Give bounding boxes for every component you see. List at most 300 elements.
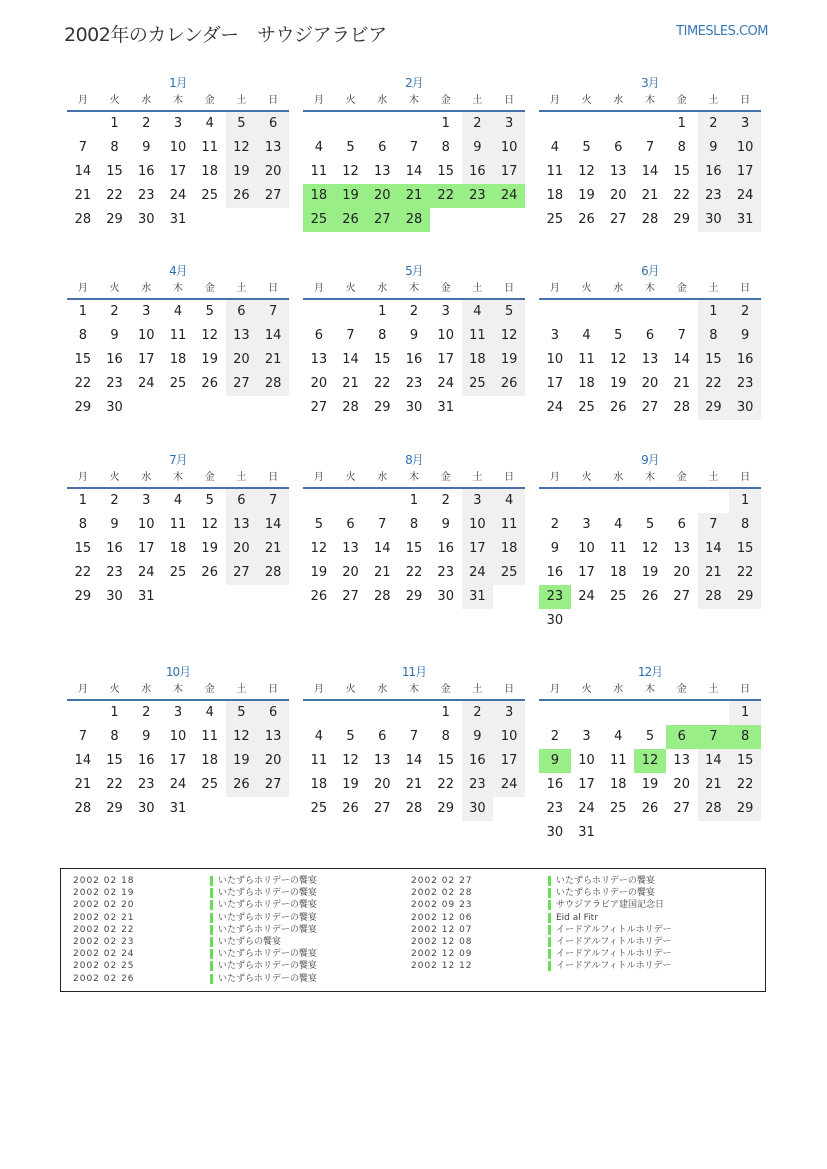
weekday-label: 金: [676, 283, 687, 294]
holiday-date: 2002 02 19: [73, 888, 135, 899]
day-cell: 16: [698, 160, 730, 184]
day-cell: 9: [462, 725, 494, 749]
day-cell: 29: [437, 801, 454, 816]
legend-row: [411, 948, 671, 960]
day-cell: 17: [578, 777, 595, 792]
page-title: 2002年のカレンダー サウジアラビア: [64, 24, 387, 46]
day-cell: 16: [546, 565, 564, 580]
day-cell: 7: [257, 300, 289, 324]
day-cell: 18: [493, 537, 525, 561]
weekday-label: 月: [549, 684, 560, 695]
day-cell: 17: [493, 160, 525, 184]
day-cell: 25: [169, 376, 187, 391]
day-cell: 29: [106, 212, 123, 227]
weekday-label: 日: [740, 283, 751, 294]
holiday-marker: [548, 900, 551, 910]
day-cell: 17: [462, 537, 494, 561]
day-cell: 22: [106, 188, 123, 203]
day-cell: 15: [74, 541, 92, 556]
weekday-label: 火: [581, 472, 592, 483]
weekday-label: 金: [440, 95, 451, 106]
day-cell: 1: [677, 116, 686, 131]
empty-day: [335, 300, 367, 324]
empty-day: [366, 489, 398, 513]
day-cell: 3: [441, 304, 450, 319]
weekday-label: 木: [408, 95, 419, 106]
day-cell: 15: [437, 164, 454, 179]
holiday-name: イードアルフィトルホリデー: [556, 936, 672, 947]
day-cell: 23: [729, 372, 761, 396]
empty-day: [602, 300, 634, 324]
day-cell: 3: [729, 112, 761, 136]
day-cell: 18: [169, 352, 187, 367]
day-cell: 10: [578, 541, 595, 556]
weekday-label: 金: [440, 684, 451, 695]
day-cell: 12: [310, 541, 328, 556]
holiday-date: 2002 12 08: [411, 936, 473, 947]
day-cell: 31: [169, 212, 187, 227]
day-cell: 4: [550, 140, 559, 155]
day-cell: 14: [74, 753, 92, 768]
weekday-label: 水: [141, 95, 152, 106]
day-cell: 26: [226, 184, 258, 208]
empty-day: [335, 701, 367, 725]
weekday-label: 木: [172, 95, 183, 106]
brand-link[interactable]: TIMESLES.COM: [676, 24, 768, 39]
empty-day: [335, 489, 367, 513]
day-cell: 3: [142, 304, 151, 319]
day-cell: 2: [142, 116, 151, 131]
day-cell: 9: [409, 328, 419, 343]
day-cell: 2: [142, 705, 151, 720]
month-name: 2月: [405, 76, 423, 90]
day-grid: [67, 112, 289, 232]
day-cell: 18: [201, 164, 218, 179]
weekday-label: 月: [313, 95, 324, 106]
legend-row: [411, 912, 671, 924]
weekday-label: 日: [504, 472, 515, 483]
day-cell: 6: [257, 112, 289, 136]
weekday-label: 水: [141, 283, 152, 294]
empty-day: [666, 489, 698, 513]
day-cell: 30: [462, 797, 494, 821]
day-grid: [303, 112, 525, 232]
holiday-day-cell: 26: [335, 208, 367, 232]
day-cell: 9: [110, 517, 119, 532]
holiday-day-cell: 23: [462, 184, 494, 208]
empty-day: [366, 701, 398, 725]
day-cell: 13: [673, 753, 690, 768]
day-cell: 16: [106, 541, 123, 556]
month-name: 8月: [405, 453, 423, 467]
day-cell: 5: [493, 300, 525, 324]
holiday-date: 2002 02 28: [411, 888, 473, 899]
day-cell: 13: [257, 725, 289, 749]
holiday-name: いたずらホリデーの饗宴: [218, 876, 317, 886]
day-cell: 30: [106, 589, 123, 604]
day-cell: 17: [578, 565, 595, 580]
holiday-marker: [548, 949, 551, 959]
day-cell: 12: [201, 328, 218, 343]
day-cell: 14: [74, 164, 92, 179]
day-cell: 25: [610, 801, 627, 816]
day-cell: 16: [546, 777, 564, 792]
day-cell: 27: [257, 773, 289, 797]
weekday-label: 土: [472, 472, 483, 483]
weekday-label: 土: [472, 684, 483, 695]
holiday-marker: [548, 961, 551, 971]
day-cell: 4: [614, 517, 623, 532]
empty-day: [67, 112, 99, 136]
day-cell: 10: [546, 352, 564, 367]
day-cell: 24: [437, 376, 454, 391]
day-cell: 23: [405, 376, 423, 391]
day-cell: 22: [729, 773, 761, 797]
day-cell: 26: [310, 589, 328, 604]
month-block: [539, 663, 761, 845]
legend-row: [411, 936, 671, 948]
day-cell: 24: [729, 184, 761, 208]
day-cell: 25: [201, 777, 218, 792]
holiday-date: 2002 02 24: [73, 949, 135, 960]
day-cell: 5: [205, 493, 214, 508]
day-cell: 16: [462, 749, 494, 773]
holiday-name: いたずらホリデーの饗宴: [218, 912, 317, 923]
weekday-header: [539, 681, 761, 701]
month-name: 1月: [169, 76, 187, 90]
day-cell: 14: [673, 352, 690, 367]
day-cell: 13: [257, 136, 289, 160]
weekday-label: 木: [172, 472, 183, 483]
day-cell: 12: [342, 164, 359, 179]
day-cell: 25: [610, 589, 627, 604]
day-cell: 10: [437, 328, 454, 343]
day-cell: 23: [437, 565, 454, 580]
weekday-label: 日: [504, 95, 515, 106]
day-cell: 2: [462, 112, 494, 136]
day-cell: 3: [493, 112, 525, 136]
month-name: 7月: [169, 453, 187, 467]
day-cell: 13: [673, 541, 690, 556]
day-cell: 8: [729, 513, 761, 537]
empty-day: [698, 701, 730, 725]
weekday-label: 火: [109, 95, 120, 106]
day-cell: 7: [677, 328, 686, 343]
day-cell: 28: [641, 212, 659, 227]
day-cell: 26: [342, 801, 359, 816]
day-cell: 17: [437, 352, 454, 367]
day-cell: 17: [138, 541, 155, 556]
legend-row: [411, 960, 671, 972]
day-cell: 21: [74, 777, 92, 792]
day-cell: 26: [201, 565, 218, 580]
month-block: [539, 451, 761, 633]
weekday-label: 金: [440, 283, 451, 294]
day-cell: 29: [729, 585, 761, 609]
day-cell: 6: [314, 328, 323, 343]
day-cell: 8: [441, 729, 450, 744]
day-cell: 20: [374, 777, 391, 792]
day-grid: [303, 300, 525, 420]
day-cell: 25: [546, 212, 564, 227]
day-cell: 28: [257, 372, 289, 396]
day-cell: 8: [110, 729, 119, 744]
day-cell: 21: [405, 777, 423, 792]
day-cell: 11: [610, 541, 627, 556]
day-cell: 15: [698, 348, 730, 372]
holiday-name: いたずらホリデーの饗宴: [218, 900, 317, 911]
day-cell: 20: [226, 348, 258, 372]
day-cell: 2: [462, 701, 494, 725]
day-cell: 15: [437, 753, 454, 768]
weekday-header: [67, 280, 289, 300]
day-cell: 4: [314, 729, 323, 744]
holiday-name: いたずらホリデーの饗宴: [556, 876, 655, 886]
holiday-day-cell: 6: [666, 725, 698, 749]
day-cell: 25: [169, 565, 187, 580]
day-cell: 19: [641, 565, 659, 580]
month-block: [303, 663, 525, 821]
day-cell: 2: [550, 517, 559, 532]
day-cell: 4: [173, 304, 183, 319]
weekday-label: 水: [613, 283, 624, 294]
day-cell: 23: [106, 565, 123, 580]
legend-row: [73, 948, 317, 960]
holiday-name: いたずらホリデーの饗宴: [556, 888, 655, 899]
day-cell: 29: [405, 589, 423, 604]
legend-row: [73, 960, 317, 972]
holiday-marker: [210, 974, 213, 984]
day-cell: 21: [698, 561, 730, 585]
day-cell: 11: [169, 328, 187, 343]
day-cell: 6: [614, 140, 623, 155]
weekday-label: 日: [268, 472, 279, 483]
month-block: [67, 663, 289, 821]
day-cell: 12: [226, 136, 258, 160]
day-cell: 20: [226, 537, 258, 561]
day-cell: 14: [374, 541, 391, 556]
day-cell: 5: [226, 701, 258, 725]
day-cell: 19: [641, 777, 659, 792]
holiday-legend: [60, 868, 766, 992]
day-cell: 22: [106, 777, 123, 792]
day-cell: 2: [550, 729, 559, 744]
holiday-day-cell: 18: [303, 184, 335, 208]
holiday-date: 2002 02 25: [73, 961, 135, 972]
day-cell: 20: [641, 376, 659, 391]
holiday-date: 2002 12 12: [411, 961, 473, 972]
weekday-label: 木: [644, 95, 655, 106]
day-cell: 14: [698, 537, 730, 561]
day-cell: 26: [578, 212, 595, 227]
empty-day: [571, 489, 603, 513]
day-cell: 30: [138, 212, 155, 227]
empty-day: [539, 300, 571, 324]
day-cell: 27: [374, 801, 391, 816]
weekday-label: 火: [581, 684, 592, 695]
day-cell: 1: [441, 705, 450, 720]
empty-day: [602, 489, 634, 513]
weekday-label: 日: [268, 684, 279, 695]
weekday-label: 水: [377, 472, 388, 483]
day-grid: [67, 489, 289, 609]
holiday-date: 2002 02 27: [411, 876, 473, 886]
day-cell: 30: [138, 801, 155, 816]
day-cell: 5: [614, 328, 623, 343]
day-cell: 3: [142, 493, 151, 508]
day-cell: 15: [405, 541, 423, 556]
day-cell: 27: [257, 184, 289, 208]
weekday-header: [539, 280, 761, 300]
day-cell: 17: [729, 160, 761, 184]
weekday-label: 木: [408, 472, 419, 483]
day-cell: 24: [578, 589, 595, 604]
empty-day: [602, 701, 634, 725]
day-cell: 15: [673, 164, 690, 179]
day-cell: 31: [437, 400, 454, 415]
weekday-label: 金: [204, 684, 215, 695]
day-grid: [539, 701, 761, 845]
month-name: 11月: [401, 665, 427, 679]
weekday-label: 火: [109, 472, 120, 483]
holiday-date: 2002 12 06: [411, 912, 473, 923]
day-cell: 3: [173, 116, 183, 131]
day-cell: 7: [257, 489, 289, 513]
weekday-label: 火: [581, 283, 592, 294]
day-cell: 14: [698, 749, 730, 773]
day-cell: 21: [342, 376, 359, 391]
day-cell: 30: [546, 825, 564, 840]
month-name: 6月: [641, 264, 659, 278]
day-cell: 30: [698, 208, 730, 232]
holiday-name: いたずらの饗宴: [218, 936, 282, 947]
holiday-name: いたずらホリデーの饗宴: [218, 888, 317, 899]
day-cell: 22: [74, 376, 92, 391]
holiday-date: 2002 12 09: [411, 949, 473, 960]
weekday-label: 土: [708, 95, 719, 106]
day-cell: 19: [578, 188, 595, 203]
day-cell: 7: [645, 140, 655, 155]
day-cell: 16: [106, 352, 123, 367]
day-cell: 23: [138, 188, 155, 203]
day-cell: 18: [546, 188, 564, 203]
day-cell: 5: [645, 729, 655, 744]
day-cell: 29: [106, 801, 123, 816]
weekday-label: 土: [708, 472, 719, 483]
day-cell: 6: [378, 729, 387, 744]
day-cell: 21: [641, 188, 659, 203]
month-block: [303, 451, 525, 609]
empty-day: [539, 489, 571, 513]
day-cell: 5: [226, 112, 258, 136]
day-cell: 25: [578, 400, 595, 415]
holiday-day-cell: 20: [366, 184, 398, 208]
day-cell: 6: [346, 517, 355, 532]
holiday-day-cell: 27: [366, 208, 398, 232]
day-cell: 26: [493, 372, 525, 396]
weekday-label: 火: [345, 283, 356, 294]
empty-day: [698, 489, 730, 513]
day-grid: [67, 701, 289, 821]
day-cell: 16: [462, 160, 494, 184]
weekday-label: 火: [345, 95, 356, 106]
holiday-marker: [548, 925, 551, 935]
holiday-date: 2002 02 23: [73, 936, 135, 947]
weekday-label: 土: [472, 95, 483, 106]
day-cell: 28: [257, 561, 289, 585]
holiday-name: いたずらホリデーの饗宴: [218, 973, 317, 984]
holiday-name: イードアルフィトルホリデー: [556, 924, 672, 935]
weekday-label: 水: [141, 684, 152, 695]
holiday-marker: [548, 876, 551, 886]
day-cell: 13: [226, 513, 258, 537]
day-cell: 19: [226, 160, 258, 184]
day-cell: 6: [378, 140, 387, 155]
month-name: 5月: [405, 264, 423, 278]
holiday-name: イードアルフィトルホリデー: [556, 949, 672, 960]
day-cell: 10: [169, 729, 187, 744]
day-cell: 12: [342, 753, 359, 768]
weekday-label: 日: [740, 472, 751, 483]
legend-row: [73, 899, 317, 911]
day-cell: 7: [78, 729, 87, 744]
day-cell: 5: [645, 517, 655, 532]
holiday-marker: [548, 913, 551, 923]
day-cell: 10: [462, 513, 494, 537]
day-cell: 16: [405, 352, 423, 367]
day-cell: 13: [342, 541, 359, 556]
day-cell: 10: [138, 328, 155, 343]
day-cell: 18: [462, 348, 494, 372]
legend-row: [73, 924, 317, 936]
weekday-label: 月: [77, 283, 88, 294]
day-cell: 26: [641, 589, 659, 604]
empty-day: [634, 701, 666, 725]
day-cell: 5: [314, 517, 323, 532]
weekday-label: 金: [676, 95, 687, 106]
day-cell: 11: [493, 513, 525, 537]
legend-row: [411, 899, 671, 911]
day-cell: 30: [106, 400, 123, 415]
day-cell: 30: [729, 396, 761, 420]
day-cell: 20: [310, 376, 328, 391]
day-cell: 12: [610, 352, 627, 367]
weekday-label: 月: [549, 472, 560, 483]
empty-day: [602, 112, 634, 136]
weekday-header: [67, 92, 289, 112]
day-cell: 10: [138, 517, 155, 532]
weekday-label: 木: [172, 684, 183, 695]
weekday-header: [303, 469, 525, 489]
day-cell: 12: [493, 324, 525, 348]
weekday-label: 土: [236, 684, 247, 695]
day-cell: 1: [729, 489, 761, 513]
weekday-label: 金: [676, 472, 687, 483]
day-cell: 22: [729, 561, 761, 585]
day-cell: 13: [641, 352, 659, 367]
weekday-label: 金: [204, 283, 215, 294]
day-cell: 9: [550, 541, 559, 556]
day-cell: 11: [578, 352, 595, 367]
day-cell: 29: [374, 400, 391, 415]
day-cell: 4: [314, 140, 323, 155]
day-cell: 24: [138, 565, 155, 580]
day-cell: 17: [138, 352, 155, 367]
weekday-header: [539, 469, 761, 489]
day-cell: 24: [493, 773, 525, 797]
day-cell: 12: [641, 541, 659, 556]
weekday-header: [303, 92, 525, 112]
